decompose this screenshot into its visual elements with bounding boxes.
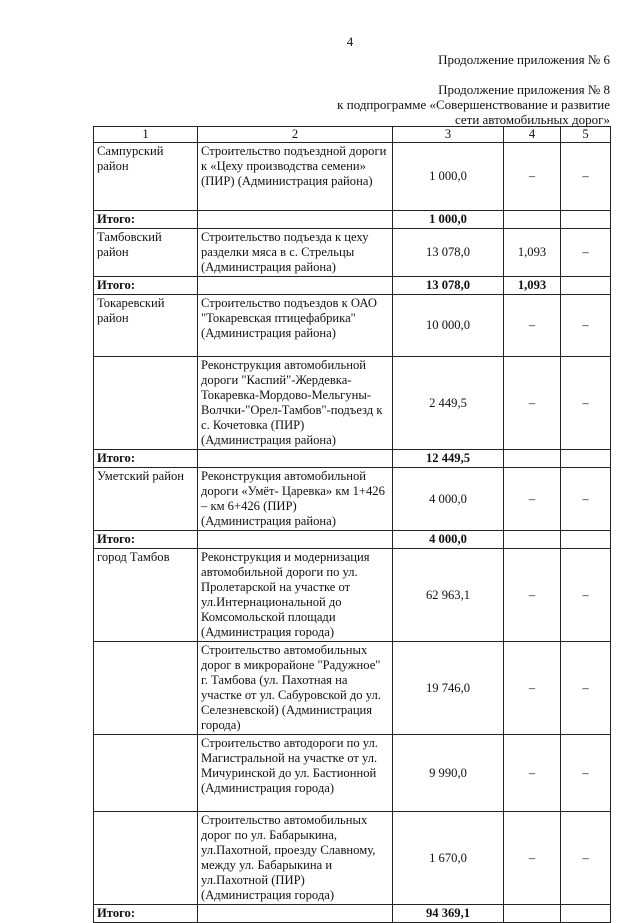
district-cell: Тамбовский район <box>94 229 198 277</box>
district-cell: Сампурский район <box>94 143 198 211</box>
total-label: Итого: <box>94 905 198 923</box>
total-amount: 4 000,0 <box>393 531 504 549</box>
table-body <box>94 127 611 923</box>
object-description: Строительство подъезда к цеху разделки мяса в с. Стрельцы (Администрация района) <box>198 229 393 277</box>
object-description: Реконструкция автомобильной дороги "Каспий"-Жердевка-Токаревка-Мордово-Мельгуны-Волчки-"Орел-Тамбов"-подъезд к с. Кочетовка (ПИР) (Администрация района) <box>198 357 393 450</box>
amount-cell: 9 990,0 <box>393 735 504 812</box>
table-row <box>94 357 611 450</box>
district-cell <box>94 642 198 735</box>
district-cell <box>94 812 198 905</box>
empty-cell <box>198 905 393 923</box>
district-cell: Токаревский район <box>94 295 198 357</box>
column-header: 5 <box>561 127 611 143</box>
total-col4 <box>504 905 561 923</box>
amount-cell: 4 000,0 <box>393 468 504 531</box>
table-row <box>94 229 611 277</box>
object-description: Строительство подъездной дороги к «Цеху производства семени» (ПИР) (Администрация района) <box>198 143 393 211</box>
table-row <box>94 468 611 531</box>
column-header: 3 <box>393 127 504 143</box>
total-amount: 13 078,0 <box>393 277 504 295</box>
empty-cell <box>198 211 393 229</box>
subprogram-line-2: сети автомобильных дорог» <box>454 112 610 127</box>
col4-cell: – <box>504 735 561 812</box>
table-row <box>94 295 611 357</box>
col5-cell: – <box>561 295 611 357</box>
empty-cell <box>561 905 611 923</box>
total-label: Итого: <box>94 531 198 549</box>
amount-cell: 2 449,5 <box>393 357 504 450</box>
object-description: Реконструкция автомобильной дороги «Умёт- Царевка» км 1+426 – км 6+426 (ПИР) (Администрация района) <box>198 468 393 531</box>
total-row <box>94 450 611 468</box>
col4-cell: – <box>504 812 561 905</box>
column-header: 1 <box>94 127 198 143</box>
amount-cell: 13 078,0 <box>393 229 504 277</box>
table-row <box>94 735 611 812</box>
total-col4 <box>504 450 561 468</box>
amount-cell: 62 963,1 <box>393 549 504 642</box>
empty-cell <box>561 277 611 295</box>
funding-table <box>93 126 611 923</box>
total-row <box>94 905 611 923</box>
total-col4: 1,093 <box>504 277 561 295</box>
amount-cell: 10 000,0 <box>393 295 504 357</box>
col4-cell: – <box>504 143 561 211</box>
district-cell <box>94 357 198 450</box>
object-description: Строительство подъездов к ОАО "Токаревская птицефабрика" (Администрация района) <box>198 295 393 357</box>
page-number: 4 <box>346 34 354 49</box>
total-amount: 94 369,1 <box>393 905 504 923</box>
col4-cell: – <box>504 549 561 642</box>
object-description: Строительство автомобильных дорог по ул. Бабарыкина, ул.Пахотной, проезду Славному, между ул. Бабарыкина и ул.Пахотной (ПИР) (Администрация города) <box>198 812 393 905</box>
appendix-8-title: Продолжение приложения № 8 <box>438 82 610 97</box>
total-row <box>94 531 611 549</box>
appendix-8-header <box>337 82 610 127</box>
district-cell <box>94 735 198 812</box>
amount-cell: 19 746,0 <box>393 642 504 735</box>
table-row <box>94 642 611 735</box>
amount-cell: 1 000,0 <box>393 143 504 211</box>
total-label: Итого: <box>94 277 198 295</box>
empty-cell <box>198 277 393 295</box>
column-header: 2 <box>198 127 393 143</box>
subprogram-line: к подпрограмме «Совершенствование и развитие <box>337 97 610 112</box>
appendix-6-continuation: Продолжение приложения № 6 <box>438 52 610 67</box>
table-row <box>94 143 611 211</box>
total-amount: 1 000,0 <box>393 211 504 229</box>
col5-cell: – <box>561 642 611 735</box>
total-row <box>94 277 611 295</box>
district-cell: Уметский район <box>94 468 198 531</box>
amount-cell: 1 670,0 <box>393 812 504 905</box>
col4-cell: – <box>504 642 561 735</box>
total-col4 <box>504 531 561 549</box>
district-cell: город Тамбов <box>94 549 198 642</box>
empty-cell <box>561 211 611 229</box>
total-row <box>94 211 611 229</box>
object-description: Строительство автомобильных дорог в микрорайоне "Радужное" г. Тамбова (ул. Пахотная на участке от ул. Сабуровской до ул. Селезневской) (Администрация города) <box>198 642 393 735</box>
empty-cell <box>198 450 393 468</box>
col4-cell: – <box>504 468 561 531</box>
col5-cell: – <box>561 549 611 642</box>
empty-cell <box>561 450 611 468</box>
column-header: 4 <box>504 127 561 143</box>
col5-cell: – <box>561 143 611 211</box>
col4-cell: 1,093 <box>504 229 561 277</box>
total-label: Итого: <box>94 450 198 468</box>
empty-cell <box>198 531 393 549</box>
table-row <box>94 549 611 642</box>
col5-cell: – <box>561 229 611 277</box>
col4-cell: – <box>504 357 561 450</box>
col5-cell: – <box>561 468 611 531</box>
col5-cell: – <box>561 735 611 812</box>
total-amount: 12 449,5 <box>393 450 504 468</box>
empty-cell <box>561 531 611 549</box>
col5-cell: – <box>561 357 611 450</box>
table-row <box>94 812 611 905</box>
total-label: Итого: <box>94 211 198 229</box>
object-description: Строительство автодороги по ул. Магистральной на участке от ул. Мичуринской до ул. Бастионной (Администрация города) <box>198 735 393 812</box>
col4-cell: – <box>504 295 561 357</box>
col5-cell: – <box>561 812 611 905</box>
total-col4 <box>504 211 561 229</box>
object-description: Реконструкция и модернизация автомобильной дороги по ул. Пролетарской на участке от ул.Интернациональной до Комсомольской площади (Администрация города) <box>198 549 393 642</box>
column-number-row <box>94 127 611 143</box>
